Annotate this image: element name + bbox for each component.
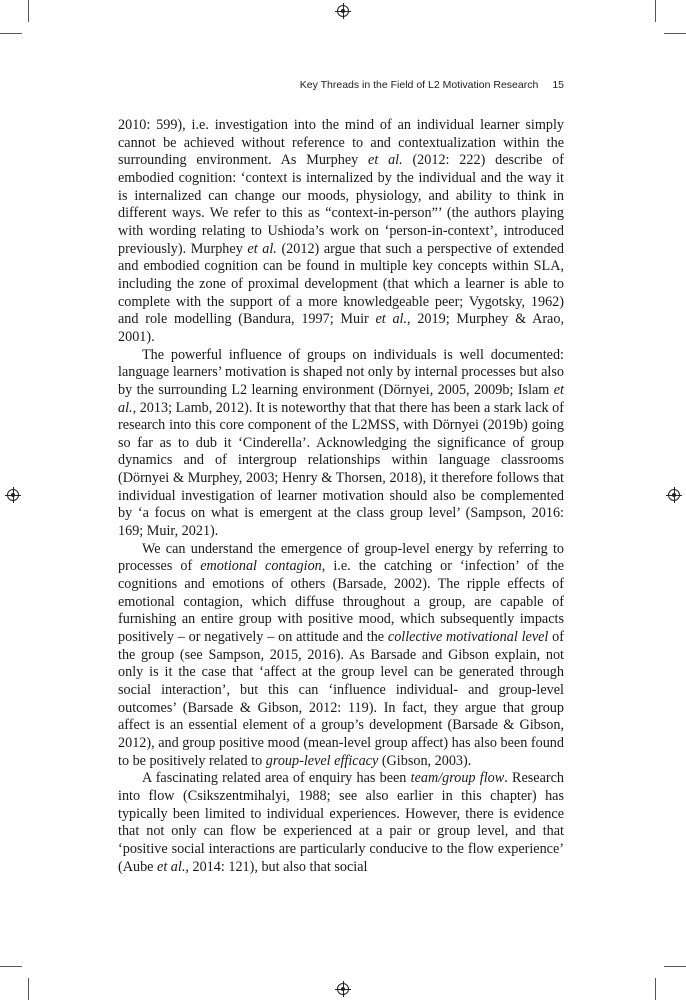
text-run: , i.e. the catching or ‘infection’ of the cognitions and emotions of others (Barsade, 2002). The ripple effects of emotional contagion, which diffuse throughout a group, are capable of furnishing an entire group with positive mood, which subsequently impacts positively – or negatively – on attitude and the <box>118 558 564 646</box>
running-title: Key Threads in the Field of L2 Motivation Research <box>299 79 539 91</box>
text-run: 2010: 599), i.e. investigation into the mind of an individual learner simply cannot be achieved without reference to and contextualization within the surrounding environment. As Murphey <box>118 117 564 169</box>
crop-mark <box>664 33 686 34</box>
crop-mark <box>664 966 686 967</box>
italic-text: et al. <box>118 381 564 416</box>
italic-text: collective motivational level <box>387 629 549 646</box>
text-run: . Research into flow (Csikszentmihalyi, 1988; see also earlier in this chapter) has typically been limited to individual experiences. However, there is evidence that not only can flow be experienced at a pair or group level, and that ‘positive social interactions are particularly conducive to the flow experience’ (Aube <box>118 770 564 875</box>
text-run: of the group (see Sampson, 2015, 2016). As Barsade and Gibson explain, not only is it the case that ‘affect at the group level can be generated through social interaction’, but this can ‘influence individual- and group-level outcomes’ (Barsade & Gibson, 2012: 119). In fact, they argue that group affect is an essential element of a group’s development (Barsade & Gibson, 2012), and group positive mood (mean-level group affect) has also been found to be positively related to <box>118 629 564 769</box>
body-paragraph <box>118 770 564 876</box>
crop-mark <box>0 966 22 967</box>
registration-mark-icon <box>668 489 680 501</box>
registration-mark-icon <box>337 983 349 995</box>
text-run: , 2019; Murphey & Arao, 2001). <box>118 311 564 345</box>
crop-mark <box>655 0 656 22</box>
registration-mark-icon <box>337 5 349 17</box>
text-run: (Gibson, 2003). <box>378 752 472 769</box>
italic-text: et al. <box>375 311 408 328</box>
running-header <box>118 79 564 91</box>
italic-text: group-level efficacy <box>265 752 379 769</box>
text-run: , 2013; Lamb, 2012). It is noteworthy that that there has been a stark lack of research into this core component of the L2MSS, with Dörnyei (2019b) going so far as to dub it ‘Cinderella’. Acknowledging the significance of group dynamics and of intergroup relationships within language classrooms (Dörnyei & Murphey, 2003; Henry & Thorsen, 2018), it therefore follows that individual investigation of learner motivation should also be complemented by ‘a focus on what is emergent at the class group level’ (Sampson, 2016: 169; Muir, 2021). <box>118 399 564 540</box>
text-run: (2012: 222) describe of embodied cognition: ‘context is internalized by the individual and the way it is internalized can change our moods, physiology, and ability to think in different ways. We refer to this as “context-in-person”’ (the authors playing with wording relating to Ushioda’s work on ‘person-in-context’, introduced previously). Murphey <box>118 152 564 257</box>
text-run: A fascinating related area of enquiry has been <box>142 770 411 787</box>
italic-text: team/group flow <box>410 770 505 787</box>
italic-text: et al. <box>247 240 277 257</box>
body-paragraph <box>118 347 564 541</box>
text-run: (2012) argue that such a perspective of extended and embodied cognition can be found in multiple key concepts within SLA, including the zone of proximal development (that which a learner is able to complete with the support of a more knowledgeable peer; Vygotsky, 1962) and role modelling (Bandura, 1997; Muir <box>118 240 564 328</box>
text-run: We can understand the emergence of group-level energy by referring to processes of <box>118 540 564 575</box>
crop-mark <box>28 978 29 1000</box>
italic-text: et al. <box>157 858 186 875</box>
crop-mark <box>0 33 22 34</box>
crop-mark <box>655 978 656 1000</box>
italic-text: et al. <box>368 152 403 169</box>
text-run: The powerful influence of groups on individuals is well documented: language learners’ motivation is shaped not only by internal processes but also by the surrounding L2 learning environment (Dörnyei, 2005, 2009b; Islam <box>118 346 564 398</box>
italic-text: emotional contagion <box>200 558 322 575</box>
page-number: 15 <box>552 79 564 91</box>
registration-mark-icon <box>7 489 19 501</box>
text-run: , 2014: 121), but also that social <box>185 858 368 875</box>
body-paragraph <box>118 541 564 771</box>
crop-mark <box>28 0 29 22</box>
body-paragraph <box>118 117 564 347</box>
body-text <box>118 117 564 876</box>
